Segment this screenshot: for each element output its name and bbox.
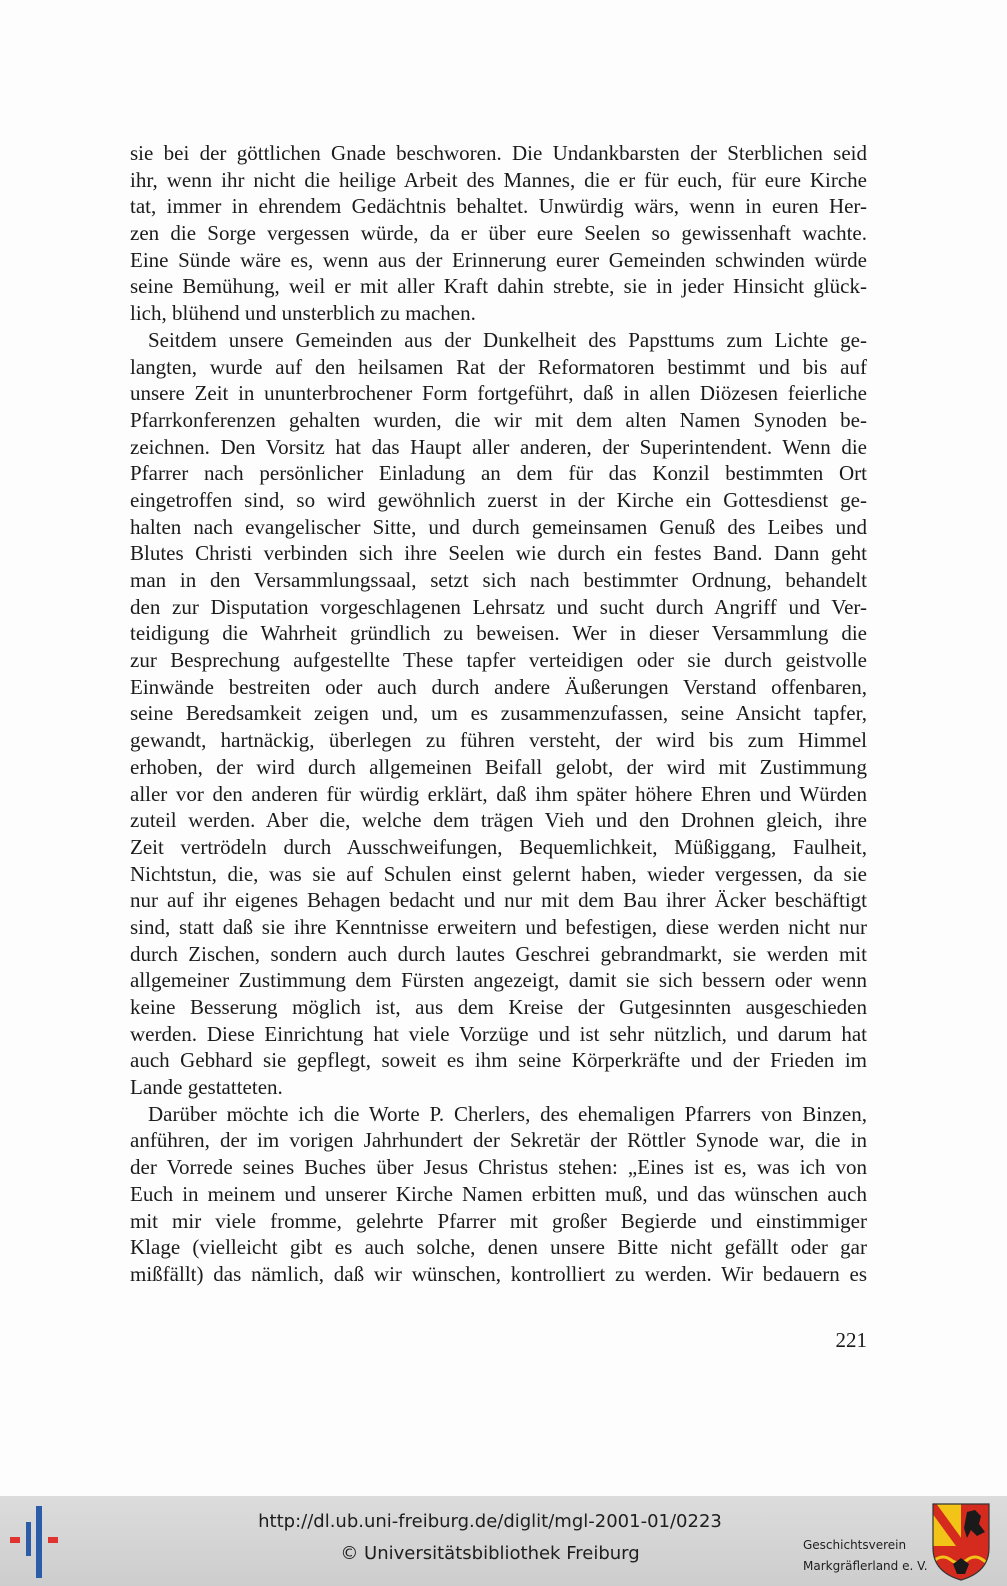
text-line: Nichtstun, die, was sie auf Schulen einst gelernt haben, wieder vergessen, da sie	[130, 861, 867, 886]
text-line: langten, wurde auf den heilsamen Rat der Reformatoren bestimmt und bis auf	[130, 354, 867, 379]
text-line: zuteil werden. Aber die, welche dem trägen Vieh und den Drohnen gleich, ihre	[130, 808, 867, 833]
paragraph	[130, 1101, 867, 1288]
text-line: sie bei der göttlichen Gnade beschworen. Die Undankbarsten der Sterblichen seid	[130, 141, 867, 165]
text-line: eingetroffen sind, so wird gewöhnlich zuerst in der Kirche ein Gottesdienst ge-	[130, 487, 867, 512]
citation-url: http://dl.ub.uni-freiburg.de/diglit/mgl-2001-01/0223	[258, 1511, 722, 1532]
paragraph	[130, 140, 867, 327]
copyright-notice: © Universitätsbibliothek Freiburg	[340, 1543, 640, 1564]
text-line: tat, immer in ehrendem Gedächtnis behaltet. Unwürdig wärs, wenn in euren Her-	[130, 194, 867, 219]
text-line: werden. Diese Einrichtung hat viele Vorzüge und ist sehr nützlich, und darum hat	[130, 1021, 867, 1046]
text-line: Darüber möchte ich die Worte P. Cherlers, des ehemaligen Pfarrers von Binzen,	[148, 1101, 867, 1126]
text-line: anführen, der im vorigen Jahrhundert der Sekretär der Röttler Synode war, die in	[130, 1128, 867, 1153]
text-line: Einwände bestreiten oder auch durch andere Äußerungen Verstand offenbaren,	[130, 674, 867, 699]
society-name-line-1: Geschichtsverein	[803, 1538, 907, 1552]
text-line: Euch in meinem und unserer Kirche Namen erbitten muß, und das wünschen auch	[130, 1181, 867, 1206]
page-number: 221	[835, 1328, 867, 1352]
paragraph	[130, 327, 867, 1101]
text-line: den zur Disputation vorgeschlagenen Lehrsatz und sucht durch Angriff und Ver-	[130, 594, 867, 619]
text-line: auch Gebhard sie gepflegt, soweit es ihm seine Körperkräfte und der Frieden im	[130, 1048, 867, 1073]
text-line: nur auf ihr eigenes Behagen bedacht und nur mit dem Bau ihrer Äcker beschäftigt	[130, 888, 867, 913]
text-line: man in den Versammlungssaal, setzt sich nach bestimmter Ordnung, behandelt	[130, 568, 867, 592]
text-block	[130, 140, 867, 1288]
text-line: gewandt, hartnäckig, überlegen zu führen versteht, der wird bis zum Himmel	[130, 728, 867, 753]
text-line: keine Besserung möglich ist, aus dem Kreise der Gutgesinnten ausgeschieden	[130, 995, 867, 1019]
text-line: Blutes Christi verbinden sich ihre Seelen wie durch ein festes Band. Dann geht	[130, 541, 867, 566]
text-line: durch Zischen, sondern auch durch lautes Geschrei gebrandmarkt, sie werden mit	[130, 941, 867, 966]
footer-bar	[0, 1496, 1007, 1586]
text-line: Seitdem unsere Gemeinden aus der Dunkelheit des Papsttums zum Lichte ge-	[148, 327, 867, 352]
text-line: zeichnen. Den Vorsitz hat das Haupt aller anderen, der Superintendent. Wenn die	[130, 434, 867, 459]
text-line: erhoben, der wird durch allgemeinen Beifall gelobt, der wird mit Zustimmung	[130, 754, 867, 779]
text-line: seine Beredsamkeit zeigen und, um es zusammenzufassen, seine Ansicht tapfer,	[130, 701, 867, 726]
text-line: ihr, wenn ihr nicht die heilige Arbeit des Mannes, die er für euch, für eure Kirche	[130, 167, 867, 192]
text-line: zur Besprechung aufgestellte These tapfer verteidigen oder sie durch geistvolle	[130, 648, 867, 673]
coat-of-arms-icon	[931, 1502, 991, 1582]
text-line: Lande gestatteten.	[130, 1075, 283, 1100]
text-line: mit mir viele fromme, gelehrte Pfarrer mit großer Begierde und einstimmiger	[130, 1208, 867, 1233]
text-line: sind, statt daß sie ihre Kenntnisse erweitern und befestigen, diese werden nicht nur	[130, 914, 867, 939]
text-line: Klage (vielleicht gibt es auch solche, denen unsere Bitte nicht gefällt oder gar	[130, 1235, 867, 1260]
text-line: lich, blühend und unsterblich zu machen.	[130, 301, 476, 326]
text-line: unsere Zeit in ununterbrochener Form fortgeführt, daß in allen Diözesen feierliche	[130, 381, 867, 406]
text-line: mißfällt) das nämlich, daß wir wünschen, kontrolliert zu werden. Wir bedauern es	[130, 1261, 867, 1286]
text-line: allgemeiner Zustimmung dem Fürsten angezeigt, damit sie sich bessern oder wenn	[130, 968, 867, 993]
text-line: halten nach evangelischer Sitte, und durch gemeinsamen Genuß des Leibes und	[130, 514, 867, 539]
text-line: Pfarrkonferenzen gehalten wurden, die wir mit dem alten Namen Synoden be-	[130, 407, 867, 432]
text-line: Zeit vertrödeln durch Ausschweifungen, Bequemlichkeit, Müßiggang, Faulheit,	[130, 834, 867, 859]
text-line: der Vorrede seines Buches über Jesus Christus stehen: „Eines ist es, was ich von	[130, 1155, 867, 1180]
text-line: Pfarrer nach persönlicher Einladung an dem für das Konzil bestimmten Ort	[130, 461, 867, 486]
text-line: teidigung die Wahrheit gründlich zu beweisen. Wer in dieser Versammlung die	[130, 621, 867, 646]
society-name-line-2: Markgräflerland e. V.	[803, 1559, 928, 1573]
text-line: zen die Sorge vergessen würde, da er über eure Seelen so gewissenhaft wachte.	[130, 221, 867, 246]
text-line: Eine Sünde wäre es, wenn aus der Erinnerung eurer Gemeinden schwinden würde	[130, 247, 867, 272]
text-line: aller vor den anderen für würdig erklärt, daß ihm später höhere Ehren und Würden	[130, 781, 867, 806]
text-line: seine Bemühung, weil er mit aller Kraft dahin strebte, sie in jeder Hinsicht glück-	[130, 274, 867, 299]
